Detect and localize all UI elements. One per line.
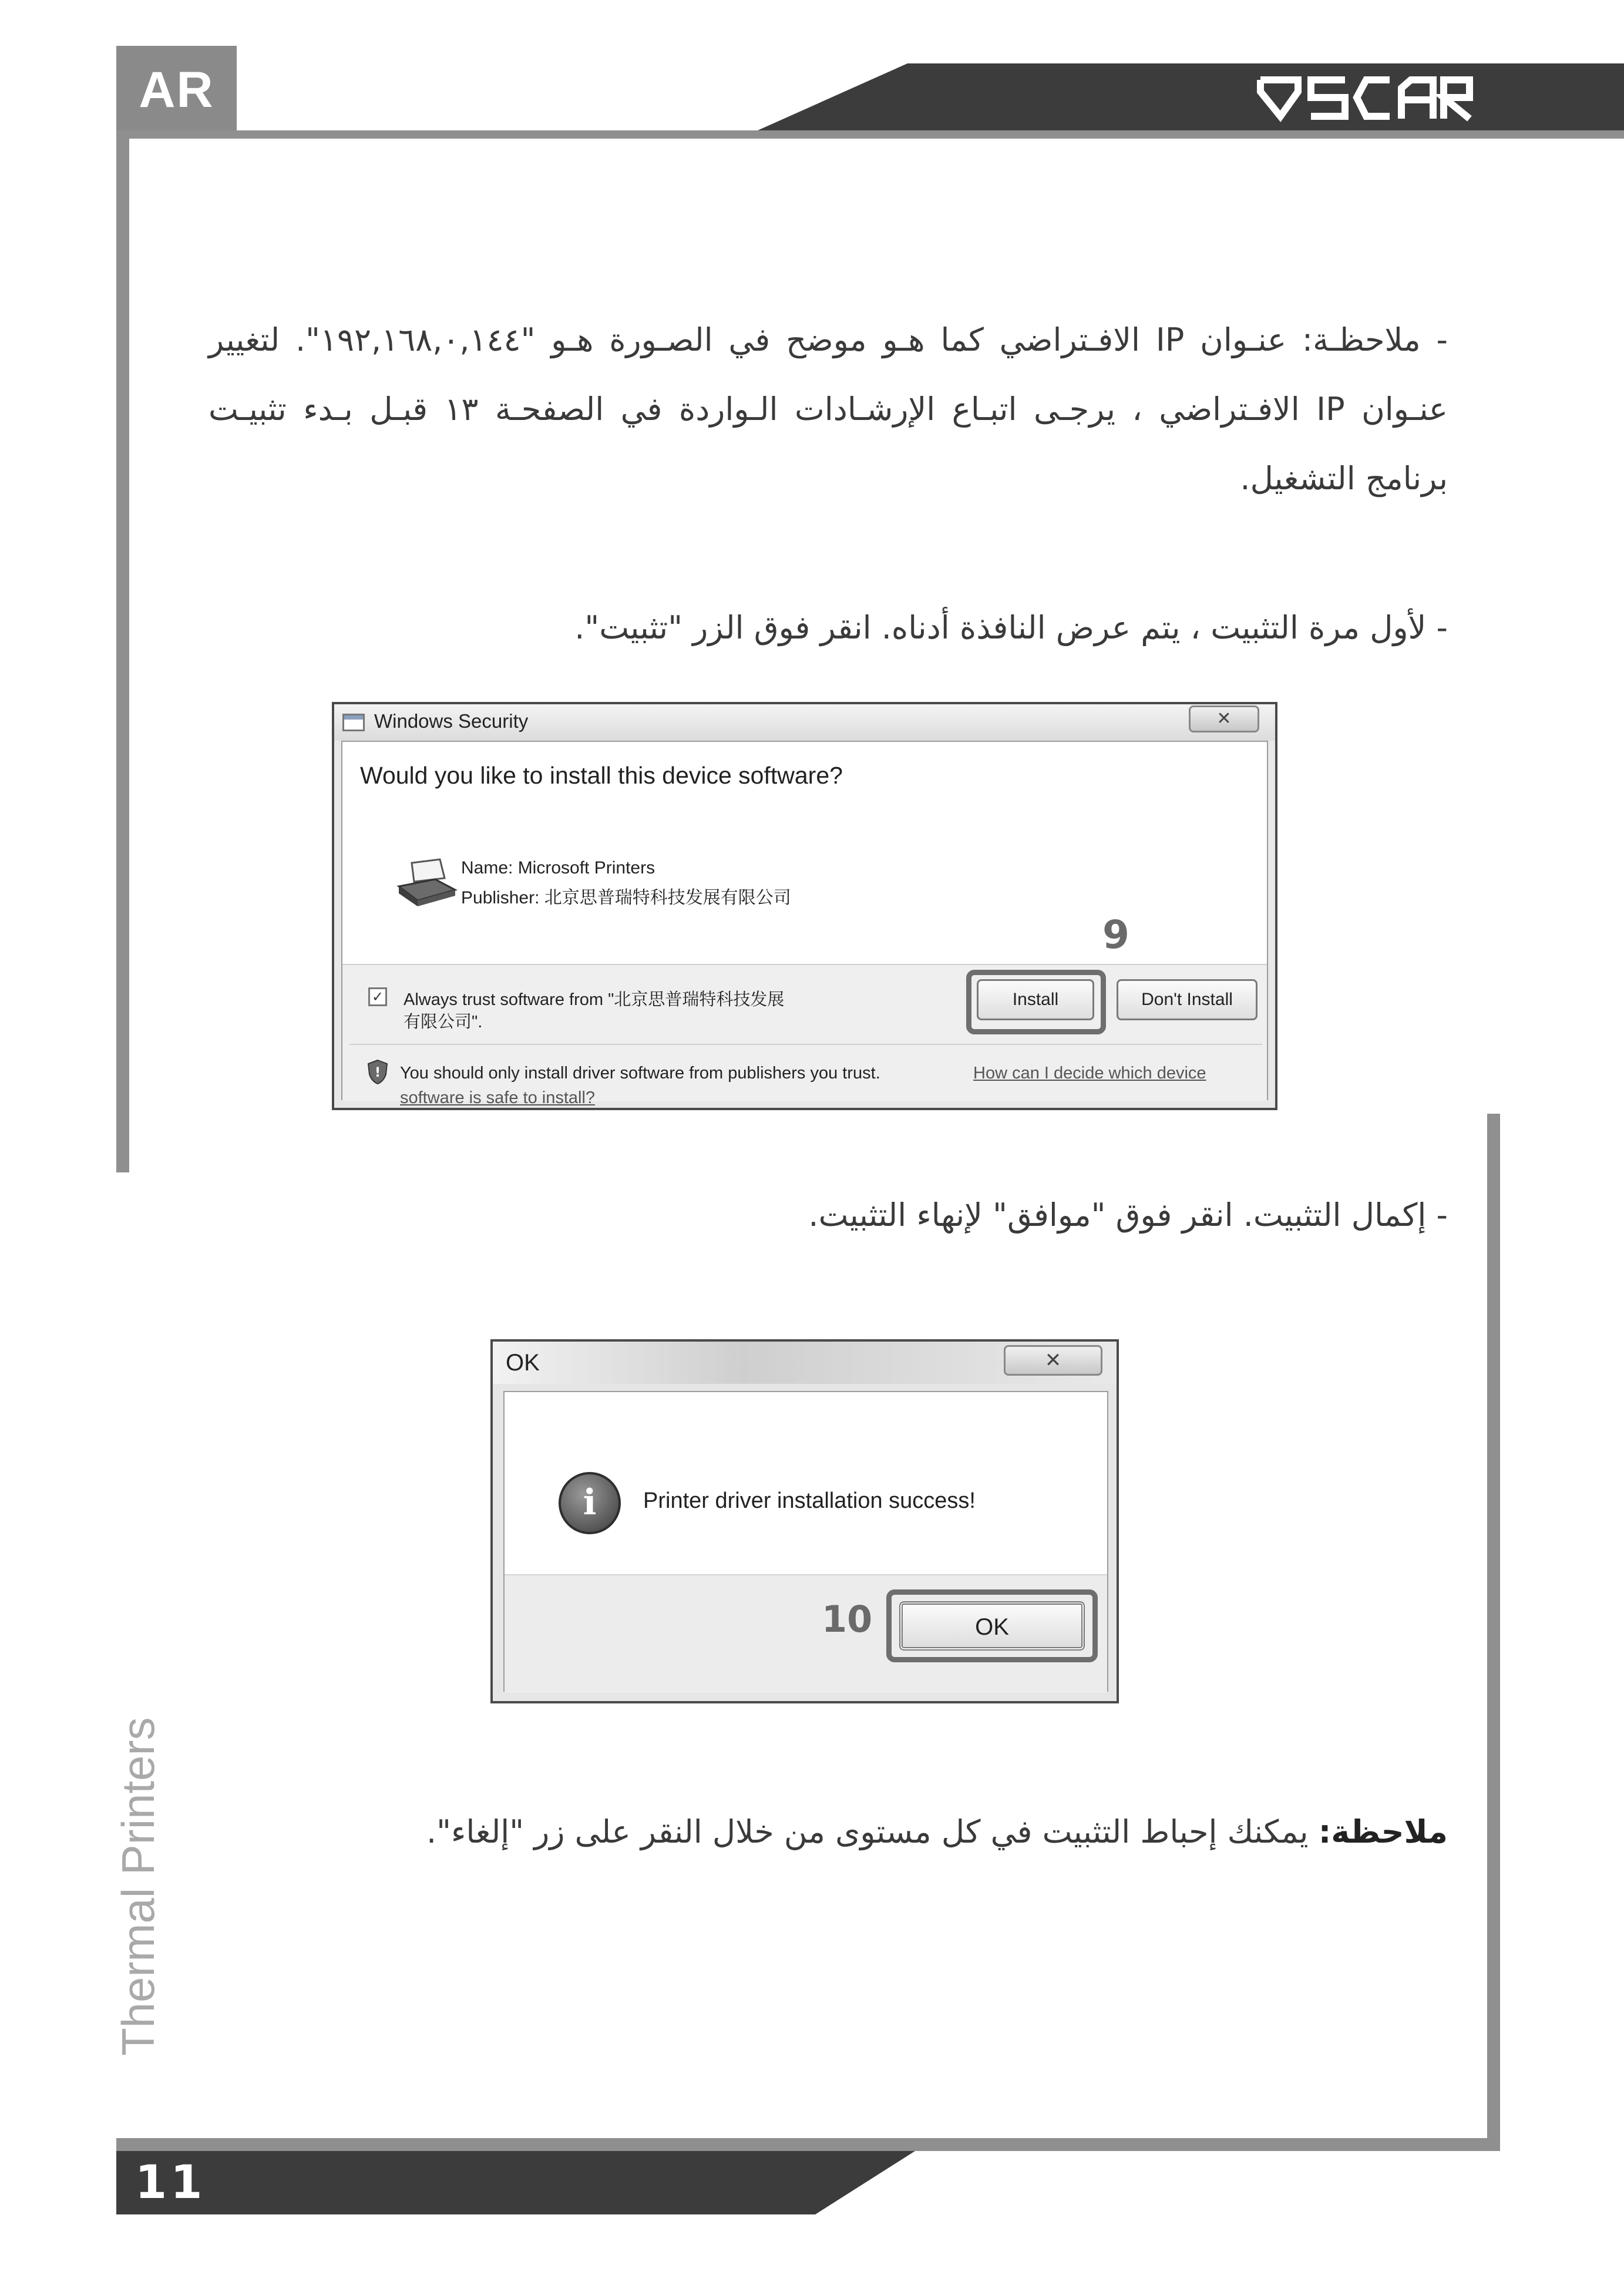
shield-icon (366, 1059, 389, 1085)
dialog-body (341, 741, 1268, 1107)
install-question: Would you like to install this device software? (360, 762, 843, 789)
close-button[interactable]: ✕ (1189, 705, 1259, 732)
first-install-instruction: - لأول مرة التثبيت ، يتم عرض النافذة أدناه. انقر فوق الزر "تثبيت". (574, 609, 1448, 646)
language-code: AR (139, 62, 214, 118)
dialog-body (503, 1391, 1108, 1692)
trust-label-line2: 有限公司". (404, 1013, 483, 1031)
software-publisher: Publisher: 北京思普瑞特科技发展有限公司 (461, 888, 791, 908)
frame-left-border (116, 134, 129, 1172)
side-label: Thermal Printers (112, 1717, 164, 2056)
ok-button[interactable]: OK (899, 1601, 1085, 1651)
install-button[interactable]: Install (977, 979, 1094, 1020)
windows-security-dialog (332, 702, 1277, 1110)
software-name: Name: Microsoft Printers (461, 858, 655, 878)
step-number: 9 (1102, 912, 1129, 957)
trust-label-line1: Always trust software from "北京思普瑞特科技发展 (404, 990, 785, 1009)
svg-text:OSCAR: OSCAR (1257, 74, 1259, 75)
window-icon (342, 714, 365, 731)
page-number: 11 (135, 2156, 206, 2209)
cancel-note (209, 1797, 1448, 1867)
note-text: يمكنك إحباط التثبيت في كل مستوى من خلال النقر على زر "إلغاء". (426, 1813, 1319, 1850)
help-link-line2[interactable]: software is safe to install? (400, 1088, 596, 1107)
footer-tab (116, 2151, 921, 2216)
oscar-logo (1257, 74, 1474, 122)
install-success-dialog (490, 1339, 1119, 1703)
frame-right-border (1487, 1114, 1500, 2151)
dialog-title: Windows Security (374, 710, 529, 732)
success-message: Printer driver installation success! (643, 1488, 976, 1513)
complete-install-instruction: - إكمال التثبيت. انقر فوق "موافق" لإنهاء التثبيت. (808, 1197, 1448, 1234)
svg-text:!: ! (374, 1066, 381, 1080)
close-button[interactable]: ✕ (1004, 1345, 1102, 1376)
trust-checkbox[interactable]: ✓ (368, 987, 387, 1006)
help-link-line1[interactable]: How can I decide which device (973, 1064, 1206, 1083)
warning-text: You should only install driver software from publishers you trust. (400, 1064, 880, 1083)
dont-install-button[interactable]: Don't Install (1117, 979, 1257, 1020)
dialog-title: OK (506, 1350, 540, 1376)
printer-icon (394, 857, 459, 910)
note-label: ملاحظة: (1318, 1813, 1448, 1850)
step-number: 10 (822, 1598, 873, 1641)
note-ip-address: - ملاحظـة: عنـوان IP الافـتراضي كما هـو موضح في الصـورة هـو "١٩٢,١٦٨,٠,١٤٤". لتغيير عنـوان IP الافـتراضي ، يرجـى اتبـاع الإرشـادات الـواردة في الصفحـة ١٣ قبـل بـدء تثبيـت برنامج التشغيل. (209, 321, 1448, 497)
frame-bottom-border (116, 2138, 1500, 2151)
info-icon: i (559, 1472, 621, 1534)
